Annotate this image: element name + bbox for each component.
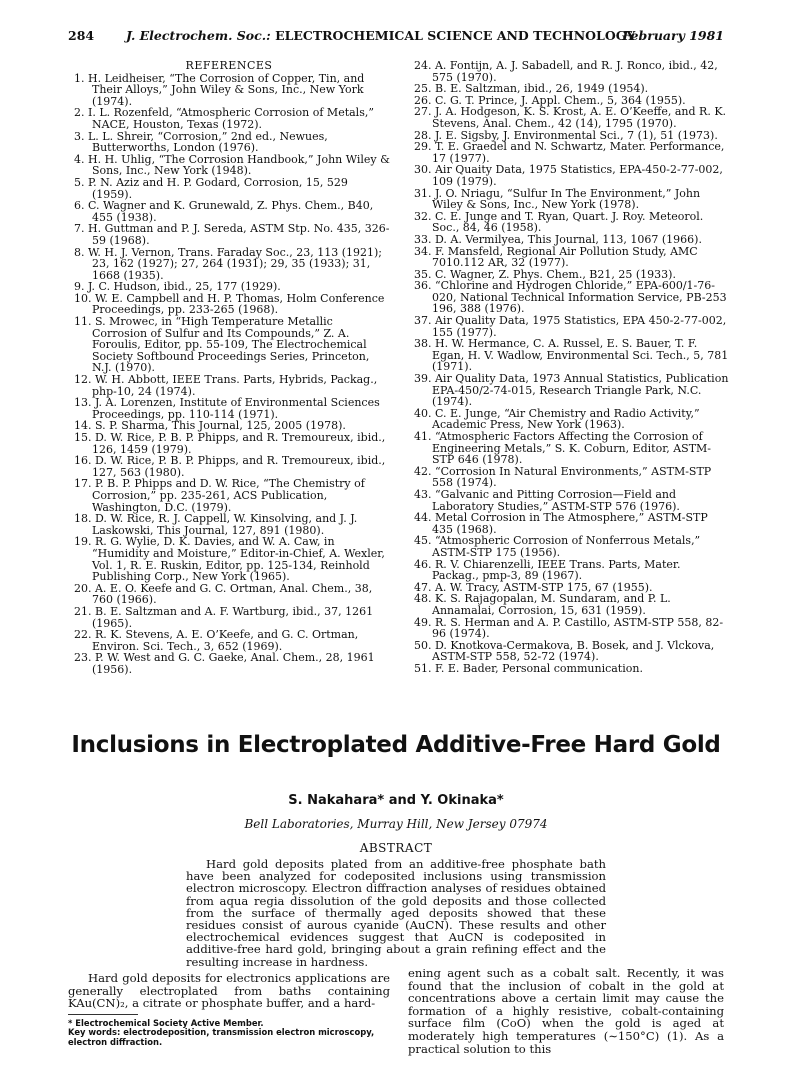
body-text-right: ening agent such as a cobalt salt. Recently, it was found that the inclusion of cobalt in the gold at concentrations above a certain limit may cause the formation of a highly resistive, cobalt-containing surface film (CoO) when the gold is aged at moderately high temperatures (∼150°C) (1). As a practical solution to this [408,966,724,1056]
reference-entry: 30. Air Quaity Data, 1975 Statistics, EPA-450-2-77-002, 109 (1979). [414,163,723,188]
reference-entry: 16. D. W. Rice, P. B. P. Phipps, and R. Tremoureux, ibid., 127, 563 (1980). [74,454,386,479]
footnote-member: * Electrochemical Society Active Member. [68,1018,264,1028]
reference-entry: 15. D. W. Rice, P. B. P. Phipps, and R. Tremoureux, ibid., 126, 1459 (1979). [74,431,386,456]
reference-entry: 21. B. E. Saltzman and A. F. Wartburg, ibid., 37, 1261 (1965). [74,604,374,630]
reference-entry: 45. “Atmospheric Corrosion of Nonferrous Metals,” ASTM-STP 175 (1956). [414,534,701,559]
reference-entry: 31. J. O. Nriagu, “Sulfur In The Environment,” John Wiley & Sons, Inc., New York (1978). [414,186,701,212]
reference-entry: 50. D. Knotkova-Cermakova, B. Bosek, and J. Vlckova, ASTM-STP 558, 52-72 (1974). [414,638,715,664]
article-title: Inclusions in Electroplated Additive-Free Hard Gold [71,732,721,758]
reference-entry: 7. H. Guttman and P. J. Sereda, ASTM Stp. No. 435, 326-59 (1968). [74,222,390,247]
reference-entry: 47. A. W. Tracy, ASTM-STP 175, 67 (1955). [414,580,653,594]
abstract-heading: ABSTRACT [359,841,433,855]
footnote-rule [68,1014,138,1015]
article-authors: S. Nakahara* and Y. Okinaka* [288,793,504,808]
reference-entry: 48. K. S. Rajagopalan, M. Sundaram, and P. L. Annamalai, Corrosion, 15, 631 (1959). [414,592,671,617]
journal-section: ELECTROCHEMICAL SCIENCE AND TECHNOLOGY [275,28,636,43]
reference-entry: 33. D. A. Vermilyea, This Journal, 113, 1067 (1966). [414,232,702,246]
reference-entry: 17. P. B. P. Phipps and D. W. Rice, “The Chemistry of Corrosion,” pp. 235-261, ACS Publication, Washington, D.C. (1979). [74,477,365,514]
reference-entry: 25. B. E. Saltzman, ibid., 26, 1949 (1954). [414,82,649,96]
reference-entry: 10. W. E. Campbell and H. P. Thomas, Holm Conference Proceedings, pp. 233-265 (1968). [74,291,385,317]
reference-entry: 9. J. C. Hudson, ibid., 25, 177 (1929). [74,280,281,294]
reference-entry: 3. L. L. Shreir, “Corrosion,” 2nd ed., Newues, Butterworths, London (1976). [74,129,328,155]
journal-abbrev: J. Electrochem. Soc.: [126,28,271,43]
article-affiliation: Bell Laboratories, Murray Hill, New Jersey 07974 [244,817,548,831]
reference-entry: 5. P. N. Aziz and H. P. Godard, Corrosion, 15, 529 (1959). [74,175,348,201]
reference-entry: 6. C. Wagner and K. Grunewald, Z. Phys. Chem., B40, 455 (1938). [74,199,374,224]
reference-entry: 20. A. E. O. Keefe and G. C. Ortman, Anal. Chem., 38, 760 (1966). [74,581,373,607]
reference-entry: 43. “Galvanic and Pitting Corrosion—Field and Laboratory Studies,” ASTM-STP 576 (1976). [414,487,680,513]
reference-entry: 4. H. H. Uhlig, “The Corrosion Handbook,” John Wiley & Sons, Inc., New York (1948). [74,152,390,178]
reference-entry: 22. R. K. Stevens, A. E. O’Keefe, and G. C. Ortman, Environ. Sci. Tech., 3, 652 (1969). [74,628,359,653]
reference-entry: 38. H. W. Hermance, C. A. Russel, E. S. Bauer, T. F. Egan, H. V. Wadlow, Environmental Sci. Tech., 5, 781 (1971). [414,337,729,374]
reference-entry: 42. “Corrosion In Natural Environments,” ASTM-STP 558 (1974). [414,464,712,490]
reference-entry: 12. W. H. Abbott, IEEE Trans. Parts, Hybrids, Packag., php-10, 24 (1974). [74,373,378,398]
references-left-column [68,60,390,675]
reference-entry: 44. Metal Corrosion in The Atmosphere,” ASTM-STP 435 (1968). [414,511,708,536]
reference-entry: 40. C. E. Junge, “Air Chemistry and Radio Activity,” Academic Press, New York (1963). [414,406,700,432]
footnote-keywords: Key words: electrodeposition, transmission electron microscopy, electron diffraction. [68,1027,375,1047]
reference-entry: 11. S. Mrowec, in “High Temperature Metallic Corrosion of Sulfur and Its Compounds,” Z. A. Foroulis, Editor, pp. 55-109, The Electrochemical Society Softbound Proceedings Series, Princeton, N.J. (1970). [74,315,370,375]
running-header [68,28,724,48]
reference-entry: 8. W. H. J. Vernon, Trans. Faraday Soc., 23, 113 (1921); 23, 162 (1927); 27, 264 (1931); 29, 35 (1933); 31, 1668 (1935). [74,245,383,282]
reference-entry: 39. Air Quality Data, 1973 Annual Statistics, Publication EPA-450/2-74-015, Research Triangle Park, N.C. (1974). [414,372,729,409]
reference-entry: 37. Air Quality Data, 1975 Statistics, EPA 450-2-77-002, 155 (1977). [414,314,727,339]
reference-entry: 14. S. P. Sharma, This Journal, 125, 2005 (1978). [74,419,346,433]
issue-date: February 1981 [622,28,724,43]
reference-entry: 46. R. V. Chiarenzelli, IEEE Trans. Parts, Mater. Packag., pmp-3, 89 (1967). [414,557,681,583]
references-right-column [408,60,730,674]
reference-entry: 24. A. Fontijn, A. J. Sabadell, and R. J. Ronco, ibid., 42, 575 (1970). [414,59,718,84]
reference-entry: 1. H. Leidheiser, “The Corrosion of Copper, Tin, and Their Alloys,” John Wiley & Sons, Inc., New York (1974). [74,71,365,108]
body-text-left: Hard gold deposits for electronics applications are generally electroplated from baths containing KAu(CN)₂, a citrate or phosphate buffer, and a hard- [68,971,390,1011]
reference-entry: 28. J. E. Sigsby, J. Environmental Sci., 7 (1), 51 (1973). [414,128,718,142]
reference-entry: 34. F. Mansfeld, Regional Air Pollution Study, AMC 7010.112 AR, 32 (1977). [414,244,698,270]
reference-entry: 27. J. A. Hodgeson, K. S. Krost, A. E. O’Keeffe, and R. K. Stevens, Anal. Chem., 42 (14), 1795 (1970). [414,105,727,130]
reference-entry: 23. P. W. West and G. C. Gaeke, Anal. Chem., 28, 1961 (1956). [74,651,375,676]
reference-entry: 32. C. E. Junge and T. Ryan, Quart. J. Roy. Meteorol. Soc., 84, 46 (1958). [414,209,704,235]
reference-entry: 29. T. E. Graedel and N. Schwartz, Mater. Performance, 17 (1977). [414,140,725,165]
reference-entry: 36. “Chlorine and Hydrogen Chloride,” EPA-600/1-76-020, National Technical Information Service, PB-253 196, 388 (1976). [414,279,727,316]
reference-entry: 26. C. G. T. Prince, J. Appl. Chem., 5, 364 (1955). [414,93,686,107]
reference-entry: 18. D. W. Rice, R. J. Cappell, W. Kinsolving, and J. J. Laskowski, This Journal, 127, 891 (1980). [74,512,358,537]
reference-entry: 35. C. Wagner, Z. Phys. Chem., B21, 25 (1933). [414,267,676,281]
page-number: 284 [68,28,95,43]
abstract-text: Hard gold deposits plated from an additive-free phosphate bath have been analyzed for codeposited inclusions using transmission electron microscopy. Electron diffraction analyses of residues obtained from aqua regia dissolution of the gold deposits and those collected from the surface of thermally aged deposits showed that these residues consist of aurous cyanide (AuCN). These results and other electrochemical evidences suggest that AuCN is codeposited in additive-free hard gold, bringing about a grain refining effect and the resulting increase in hardness. [186,857,606,969]
reference-entry: 2. I. L. Rozenfeld, “Atmospheric Corrosion of Metals,” NACE, Houston, Texas (1972). [74,106,374,131]
reference-entry: 49. R. S. Herman and A. P. Castillo, ASTM-STP 558, 82-96 (1974). [414,615,724,641]
reference-entry: 19. R. G. Wylie, D. K. Davies, and W. A. Caw, in “Humidity and Moisture,” Editor-in-Chief, A. Wexler, Vol. 1, R. E. Ruskin, Editor, pp. 125-134, Reinhold Publishing Corp., New York (1965). [74,535,385,584]
reference-entry: 41. “Atmospheric Factors Affecting the Corrosion of Engineering Metals,” S. K. Coburn, Editor, ASTM-STP 646 (1978). [414,430,712,467]
footnotes [68,1019,398,1047]
references-heading: REFERENCES [185,59,273,72]
reference-entry: 13. J. A. Lorenzen, Institute of Environmental Sciences Proceedings, pp. 110-114 (1971). [74,396,380,421]
references-section [68,59,729,700]
journal-name [126,28,635,43]
reference-entry: 51. F. E. Bader, Personal communication. [414,661,643,675]
